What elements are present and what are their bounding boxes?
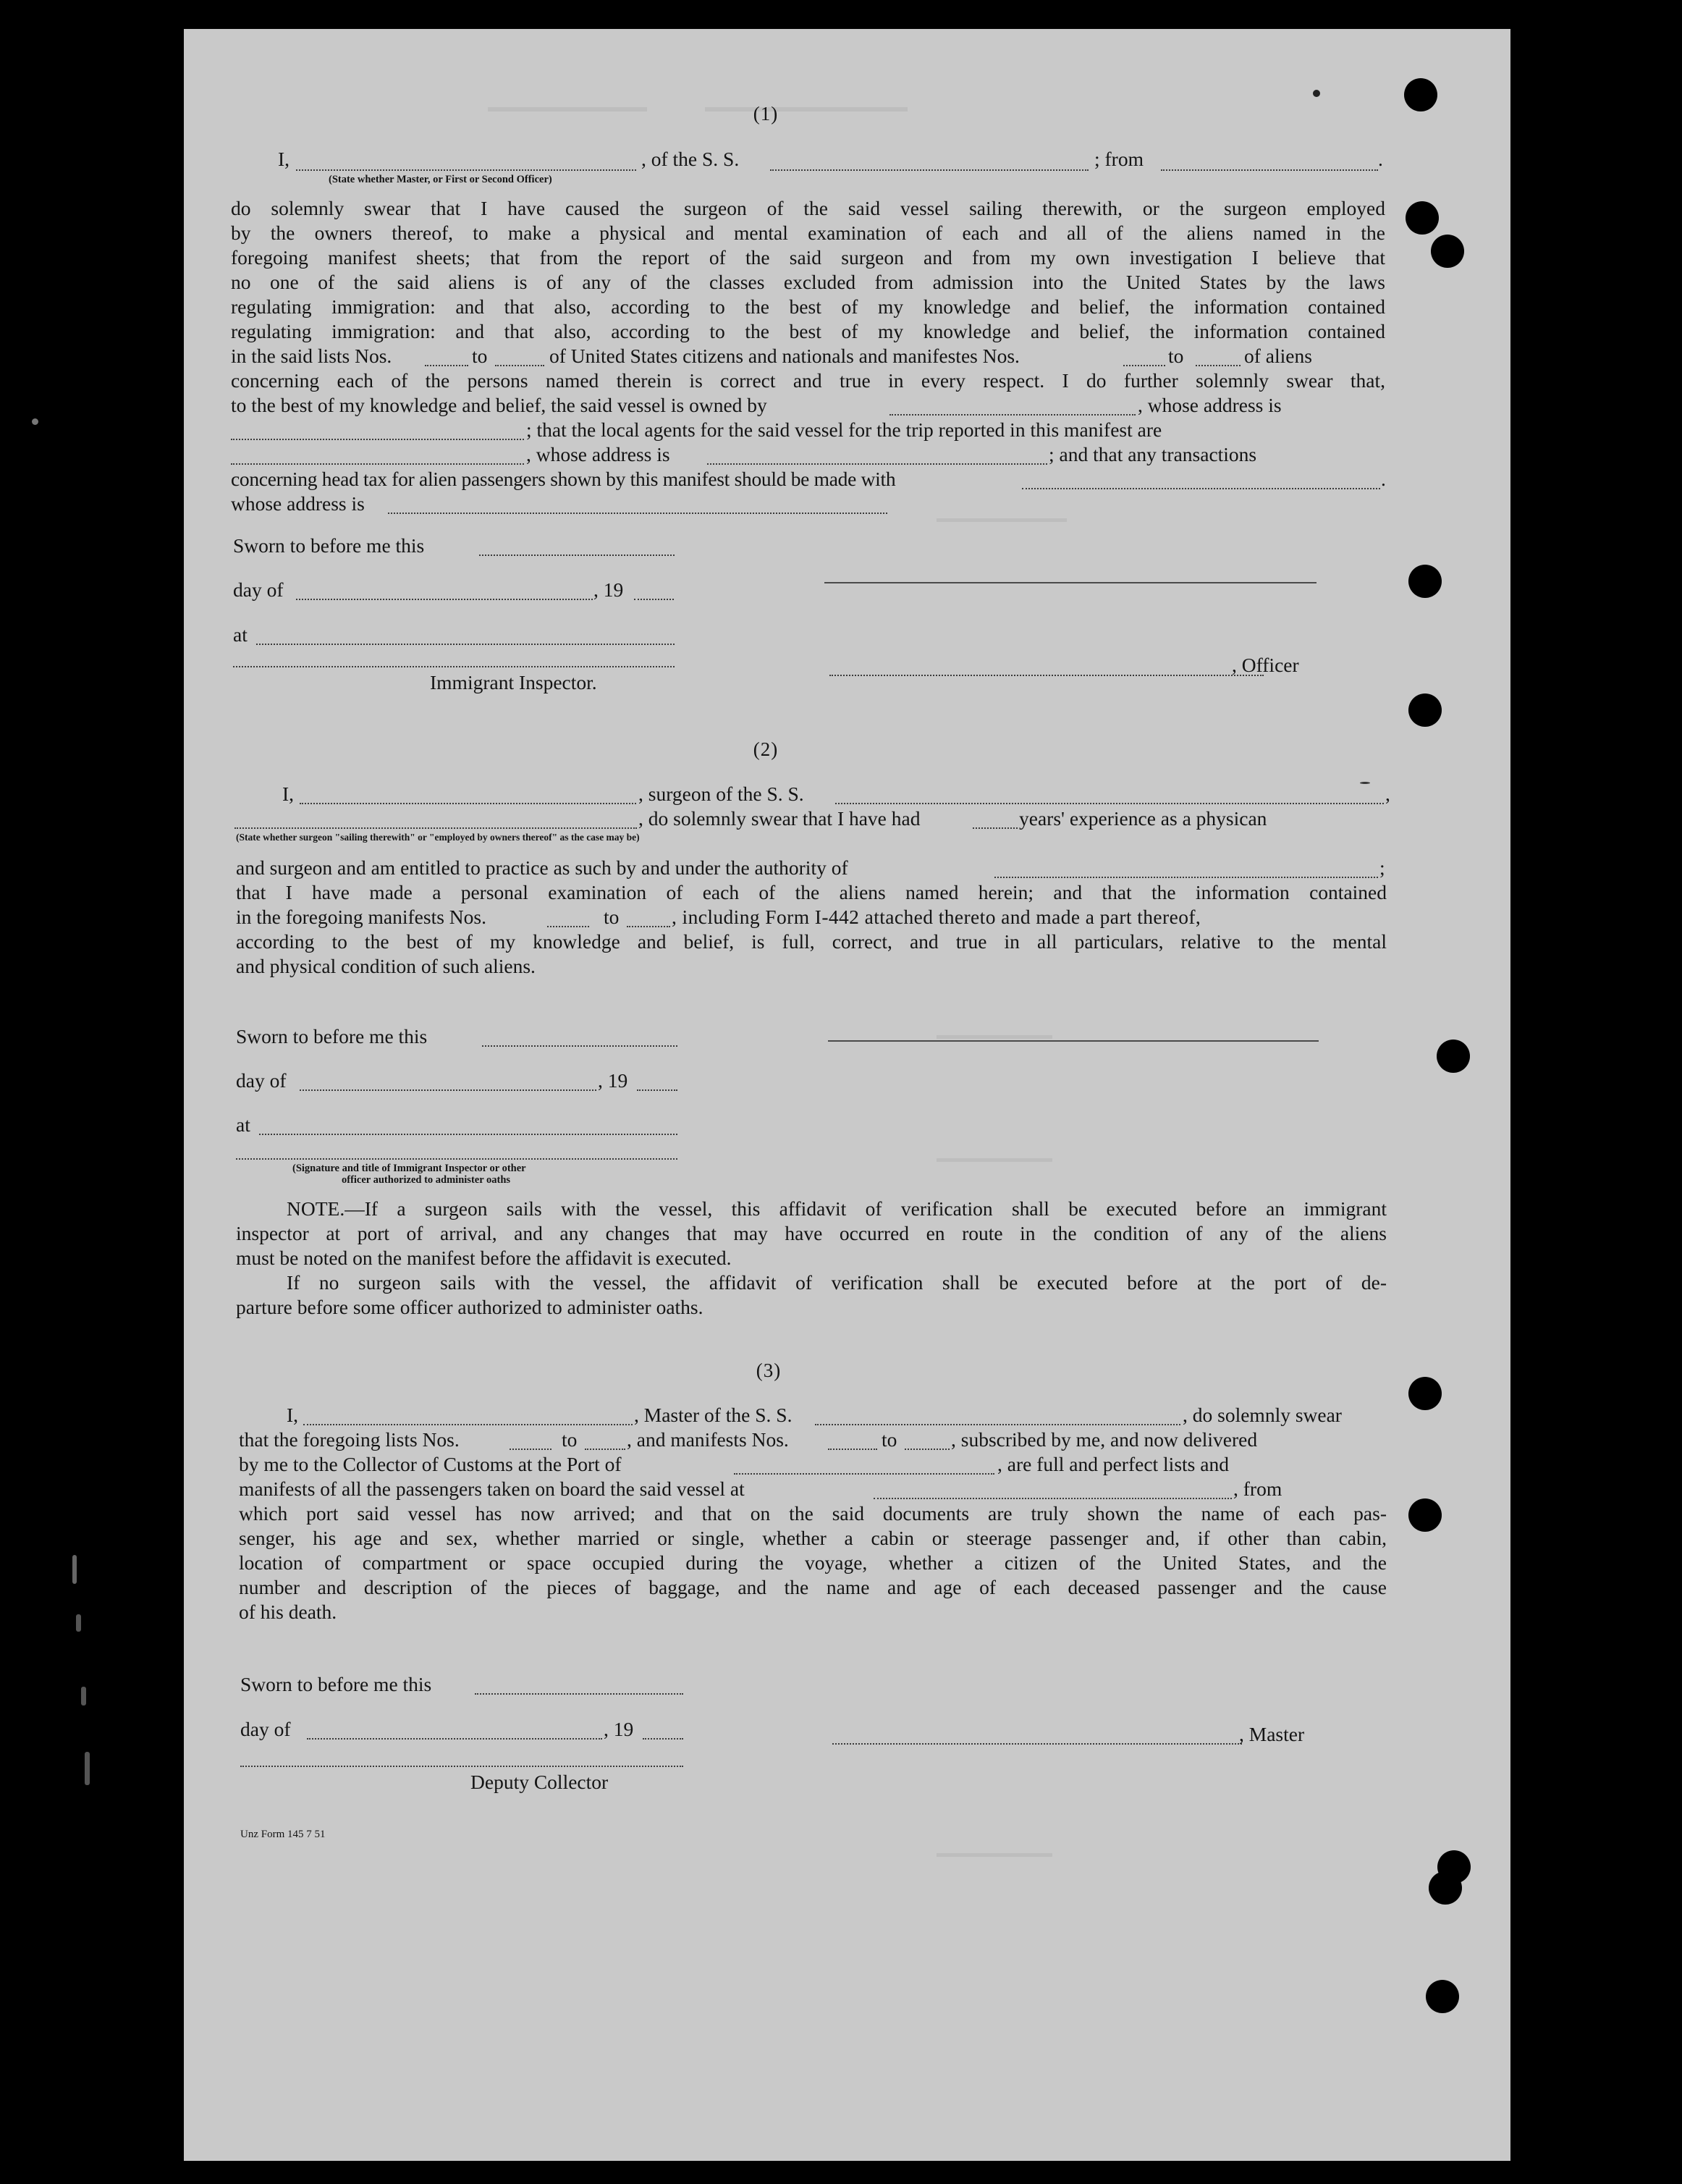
head-tax-label: concerning head tax for alien passengers shown by this manifest should be made with — [231, 468, 896, 490]
punch-hole — [1408, 693, 1442, 727]
section-3-manifests-from-field[interactable] — [828, 1447, 877, 1450]
dust-speck — [81, 1687, 86, 1706]
note-line: inspector at port of arrival, and any changes that may have occurred en route in the condition of any of the aliens — [236, 1222, 1387, 1244]
section-3-sworn-label: Sworn to before me this — [240, 1673, 432, 1695]
dust-speck — [72, 1555, 77, 1584]
citizen-lists-to-field[interactable] — [495, 363, 544, 366]
section-1-officer-signature-line-upper[interactable] — [824, 581, 1317, 583]
section-1-number: (1) — [753, 103, 779, 125]
section-2-manifests-to: to — [604, 906, 620, 928]
owned-by-label: to the best of my knowledge and belief, the said vessel is owned by — [231, 394, 767, 416]
bleed-through-mark — [937, 1853, 1052, 1857]
section-1-period: . — [1378, 148, 1383, 170]
section-2-line-6: according to the best of my knowledge and belief, is full, correct, and true in all particulars, relative to the mental — [236, 930, 1387, 953]
section-3-lists-from-field[interactable] — [510, 1447, 551, 1450]
section-1-line-7: concerning each of the persons named therein is correct and true in every respect. I do further solemnly swear that, — [231, 369, 1385, 392]
section-2-i-label: I, — [282, 783, 295, 805]
punch-hole — [1408, 1498, 1442, 1532]
section-3-paragraph-line: senger, his age and sex, whether married or single, whether a cabin or steerage passenger and, if other than cabin, — [239, 1527, 1387, 1549]
lists-to-1: to — [472, 345, 488, 367]
section-3-sworn-day-field[interactable] — [475, 1692, 683, 1695]
bleed-through-mark — [937, 1158, 1052, 1162]
section-1-paragraph-line: do solemnly swear that I have caused the surgeon of the said vessel sailing therewith, or the surgeon employed — [231, 197, 1385, 219]
immigrant-inspector-label: Immigrant Inspector. — [430, 671, 597, 693]
section-3-manifests-to-field[interactable] — [905, 1447, 950, 1450]
section-1-i-label: I, — [278, 148, 290, 170]
section-2-sworn-label: Sworn to before me this — [236, 1025, 428, 1047]
section-3-day-of-label: day of — [240, 1718, 291, 1740]
foregoing-manifests-label: in the foregoing manifests Nos. — [236, 906, 486, 928]
section-3-year-label: , 19 — [604, 1718, 634, 1740]
from-port-field[interactable] — [1161, 168, 1378, 171]
section-1-year-field[interactable] — [634, 597, 674, 600]
surgeon-status-field[interactable] — [234, 826, 637, 829]
section-2-manifests-from-field[interactable] — [547, 924, 589, 927]
section-1-paragraph-line: regulating immigration: and that also, according to the best of my knowledge and belief, the information contained — [231, 320, 1385, 342]
form-number: Unz Form 145 7 51 — [240, 1829, 326, 1840]
alien-manifests-to-field[interactable] — [1196, 363, 1241, 366]
whose-address-label-2: , whose address is — [526, 443, 670, 465]
transactions-label: ; and that any transactions — [1049, 443, 1257, 465]
from-label: ; from — [1094, 148, 1144, 170]
embarkation-port-field[interactable] — [874, 1496, 1232, 1499]
note-line: If no surgeon sails with the vessel, the affidavit of verification shall be executed before at the port of de- — [287, 1271, 1387, 1294]
ink-speck — [1313, 90, 1320, 97]
punch-hole — [1406, 201, 1439, 235]
section-3-year-field[interactable] — [643, 1737, 683, 1740]
lists-label-a: in the said lists Nos. — [231, 345, 392, 367]
section-1-month-field[interactable] — [296, 597, 593, 600]
section-1-inspector-signature-field[interactable] — [233, 665, 675, 667]
punch-hole — [1429, 1871, 1462, 1905]
note-line: NOTE.—If a surgeon sails with the vessel, this affidavit of verification shall be executed before an immigrant — [287, 1197, 1387, 1220]
lists-to-2: to — [1168, 345, 1184, 367]
note-line: must be noted on the manifest before the affidavit is executed. — [236, 1247, 732, 1269]
surgeon-name-field[interactable] — [300, 801, 636, 804]
punch-hole — [1408, 1377, 1442, 1410]
section-2-manifests-to-field[interactable] — [627, 924, 670, 927]
section-1-at-field[interactable] — [256, 642, 675, 645]
section-2-inspector-signature-field[interactable] — [236, 1157, 677, 1160]
section-2-at-label: at — [236, 1113, 250, 1136]
section-1-day-of-label: day of — [233, 578, 284, 601]
surgeon-swear-label: , do solemnly swear that I have had — [638, 807, 921, 830]
years-experience-field[interactable] — [973, 826, 1018, 829]
dust-speck — [32, 418, 38, 425]
authority-semicolon: ; — [1379, 856, 1385, 879]
local-agents-label: ; that the local agents for the said vessel for the trip reported in this manifest are — [526, 418, 1162, 441]
section-1-sworn-day-field[interactable] — [479, 553, 675, 556]
section-3-i-label: I, — [287, 1404, 299, 1426]
section-3-lists-to: to — [562, 1428, 578, 1451]
agents-field[interactable] — [231, 462, 524, 465]
section-1-paragraph-line: by the owners thereof, to make a physical and mental examination of each and all of the aliens named in the — [231, 222, 1385, 244]
owner-field[interactable] — [889, 413, 1136, 416]
signature-caption-line-2: officer authorized to administer oaths — [342, 1174, 511, 1186]
section-1-paragraph-line: no one of the said aliens is of any of the classes excluded from admission into the United States by the laws — [231, 271, 1385, 293]
section-3-paragraph-line: location of compartment or space occupied during the voyage, whether a citizen of the United States, and the — [239, 1551, 1387, 1574]
surgeon-status-caption: (State whether surgeon "sailing therewith" or "employed by owners thereof" as the case may be) — [236, 832, 640, 843]
section-3-paragraph-line: number and description of the pieces of baggage, and the name and age of each deceased passenger and the cause — [239, 1576, 1387, 1598]
master-label: , Master — [1239, 1723, 1305, 1745]
punch-hole — [1426, 1980, 1459, 2013]
from-label-2: , from — [1233, 1477, 1282, 1500]
section-2-year-label: , 19 — [598, 1069, 628, 1092]
head-tax-party-field[interactable] — [1022, 486, 1380, 489]
of-the-ss-label: , of the S. S. — [641, 148, 740, 170]
punch-hole — [1431, 235, 1464, 268]
lists-label-b: of United States citizens and nationals and manifestes Nos. — [549, 345, 1020, 367]
owner-address-field[interactable] — [231, 437, 524, 440]
authority-field[interactable] — [994, 875, 1378, 878]
dust-speck — [85, 1752, 90, 1785]
ink-speck — [1360, 782, 1370, 784]
bleed-through-mark — [937, 518, 1067, 522]
citizen-lists-from-field[interactable] — [425, 363, 468, 366]
section-2-month-field[interactable] — [300, 1088, 596, 1091]
foregoing-lists-label: that the foregoing lists Nos. — [239, 1428, 460, 1451]
perfect-lists-label: , are full and perfect lists and — [997, 1453, 1229, 1475]
section-1-sworn-label: Sworn to before me this — [233, 534, 425, 557]
document-page — [184, 29, 1510, 2161]
surgeon-vessel-comma: , — [1385, 783, 1390, 805]
surgeon-vessel-field[interactable] — [835, 801, 1384, 804]
section-2-year-field[interactable] — [637, 1088, 677, 1091]
bleed-through-mark — [488, 107, 647, 111]
officer-label: , Officer — [1232, 654, 1299, 676]
vessel-name-field[interactable] — [770, 168, 1089, 171]
punch-hole — [1404, 78, 1437, 111]
section-3-paragraph-line: which port said vessel has now arrived; and that on the said documents are truly shown the name of each pas- — [239, 1502, 1387, 1525]
section-2-line-7: and physical condition of such aliens. — [236, 955, 536, 977]
punch-hole — [1408, 565, 1442, 598]
section-3-month-field[interactable] — [307, 1737, 602, 1740]
master-name-field[interactable] — [303, 1422, 633, 1425]
deputy-collector-signature-field[interactable] — [240, 1764, 683, 1767]
section-3-vessel-field[interactable] — [815, 1422, 1180, 1425]
note-line: parture before some officer authorized to administer oaths. — [236, 1296, 703, 1318]
section-3-manifests-to: to — [882, 1428, 897, 1451]
subscribed-label: , subscribed by me, and now delivered — [951, 1428, 1258, 1451]
section-2-surgeon-signature-line[interactable] — [828, 1039, 1319, 1042]
authority-label: and surgeon and am entitled to practice as such by and under the authority of — [236, 856, 848, 879]
section-3-lists-to-field[interactable] — [585, 1447, 625, 1450]
officer-caption: (State whether Master, or First or Second Officer) — [329, 174, 552, 185]
section-2-number: (2) — [753, 738, 779, 760]
form-i442-label: , including Form I-442 attached thereto and made a part thereof, — [672, 906, 1201, 928]
whose-address-label-3: whose address is — [231, 492, 365, 515]
master-signature-field[interactable] — [832, 1742, 1242, 1745]
section-1-paragraph-line: foregoing manifest sheets; that from the report of the said surgeon and from my own investigation I believe that — [231, 246, 1385, 269]
years-experience-label: years' experience as a physican — [1019, 807, 1267, 830]
section-3-last-line: of his death. — [239, 1601, 337, 1623]
surgeon-of-label: , surgeon of the S. S. — [638, 783, 804, 805]
dust-speck — [76, 1614, 81, 1632]
master-of-label: , Master of the S. S. — [634, 1404, 793, 1426]
deputy-collector-label: Deputy Collector — [470, 1771, 609, 1793]
section-1-at-label: at — [233, 623, 248, 646]
section-1-paragraph-line: regulating immigration: and that also, according to the best of my knowledge and belief, the information contained — [231, 295, 1385, 318]
section-3-swear-label: , do solemnly swear — [1183, 1404, 1342, 1426]
head-tax-period: . — [1381, 468, 1386, 490]
agents-address-field[interactable] — [707, 462, 1047, 465]
taken-on-board-label: manifests of all the passengers taken on board the said vessel at — [239, 1477, 745, 1500]
section-2-at-field[interactable] — [259, 1132, 677, 1135]
signature-caption-line-1: (Signature and title of Immigrant Inspector or other — [292, 1163, 526, 1174]
officer-name-field[interactable] — [296, 168, 636, 171]
whose-address-label-1: , whose address is — [1138, 394, 1282, 416]
collector-label: by me to the Collector of Customs at the Port of — [239, 1453, 622, 1475]
section-1-officer-signature-field[interactable] — [829, 673, 1264, 676]
lists-label-c: of aliens — [1244, 345, 1312, 367]
punch-hole — [1437, 1040, 1470, 1073]
and-manifests-label: , and manifests Nos. — [627, 1428, 789, 1451]
alien-manifests-from-field[interactable] — [1123, 363, 1165, 366]
port-of-arrival-field[interactable] — [734, 1472, 994, 1475]
section-1-year-label: , 19 — [593, 578, 624, 601]
section-3-number: (3) — [756, 1359, 782, 1381]
section-2-line-4: that I have made a personal examination of each of the aliens named herein; and that the information contained — [236, 881, 1387, 903]
head-tax-address-field[interactable] — [388, 511, 887, 514]
section-2-day-of-label: day of — [236, 1069, 287, 1092]
section-2-sworn-day-field[interactable] — [482, 1044, 677, 1047]
